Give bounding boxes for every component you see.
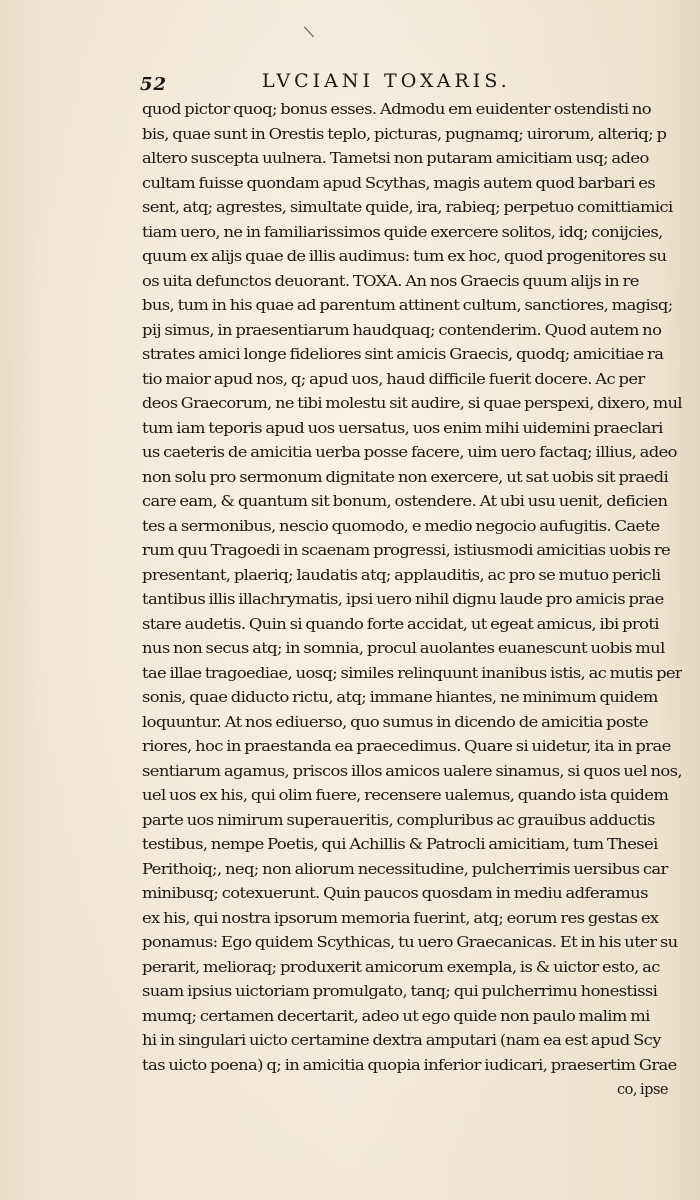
text-line: tes a sermonibus, nescio quomodo, e medio negocio aufugitis. Caete xyxy=(142,517,660,535)
text-line: altero susceptа uulnera. Tametsi non putaram amicitiam usq; adeo xyxy=(142,150,649,167)
text-line: os uita defunctos deuorant. TOXA. An nos Graecis quum alijs in re xyxy=(142,272,639,290)
text-line: sonis, quae diducto rictu, atq; immane hiantes, ne minimum quidem xyxy=(142,689,658,706)
text-line: tae illae tragoediae, uosq; similes relinquunt inanibus istis, ac mutis per xyxy=(142,664,682,682)
text-line: mumq; certamen decertarit, adeo ut ego quide non paulo malim mi xyxy=(142,1007,650,1025)
margin-mark: \ xyxy=(302,21,316,42)
text-line: non solu pro sermonum dignitate non exercere, ut sat uobis sit praedi xyxy=(142,468,669,486)
text-line: quod pictor quoq; bonus esses. Admodu em euidenter ostendisti no xyxy=(142,101,652,118)
text-line: tiam uero, ne in familiarissimos quide exercere solitos, idq; conijcies, xyxy=(142,223,663,241)
text-line: ex his, qui nostra ipsorum memoria fuerint, atq; eorum res gestas ex xyxy=(142,909,659,927)
text-line: uel uos ex his, qui olim fuere, recensere ualemus, quando ista quidem xyxy=(142,787,669,804)
text-line: ponamus: Ego quidem Scythicas, tu uero Graecanicas. Et in his uter su xyxy=(142,934,678,951)
text-line: sentiarum agamus, priscos illos amicos ualere sinamus, si quos uel nos, xyxy=(142,762,682,780)
text-line: us caeteris de amicitia uerba posse facere, uim uero factaq; illius, adeo xyxy=(142,444,677,461)
text-line: minibusq; cotexuerunt. Quin paucos quosdam in mediu adferamus xyxy=(142,885,648,902)
text-line: bis, quae sunt in Orestis teplo, picturas, pugnamq; uirorum, alteriq; p xyxy=(142,125,667,143)
text-line: quum ex alijs quae de illis audimus: tum ex hoc, quod progenitores su xyxy=(142,248,667,265)
body-text xyxy=(142,98,682,1103)
running-head xyxy=(140,70,560,100)
text-line: hi in singulari uicto certamine dextra amputari (nam ea est apud Scy xyxy=(142,1032,661,1049)
running-title: LVCIANI TOXARIS. xyxy=(262,70,511,92)
text-line: riores, hoc in praestanda ea praecedimus. Quare si uidetur, ita in prae xyxy=(142,738,671,755)
text-line: cultam fuisse quondam apud Scythas, magis autem quod barbari es xyxy=(142,174,656,192)
page-number: 52 xyxy=(140,74,168,95)
catchword: co, ipse xyxy=(617,1081,668,1098)
text-line: pij simus, in praesentiarum haudquaq; contenderim. Quod autem no xyxy=(142,321,662,339)
text-line: sent, atq; agrestes, simultate quide, ira, rabieq; perpetuo comittiamici xyxy=(142,199,673,216)
text-line: strates amici longe fideliores sint amicis Graecis, quodq; amicitiae ra xyxy=(142,346,664,363)
text-line: parte uos nimirum superaueritis, compluribus ac grauibus adductis xyxy=(142,811,655,829)
text-line: nus non secus atq; in somnia, procul auolantes euanescunt uobis mul xyxy=(142,640,665,657)
text-line: tantibus illis illachrymatis, ipsi uero nihil dignu laude pro amicis prae xyxy=(142,591,664,608)
text-line: suam ipsius uictoriam promulgato, tanq; qui pulcherrimu honestissi xyxy=(142,983,658,1000)
text-line: tum iam teporis apud uos uersatus, uos enim mihi uidemini praeclari xyxy=(142,419,663,437)
text-line: tas uicto poena) q; in amicitia quopia inferior iudicari, praesertim Grae xyxy=(142,1056,677,1074)
text-line: care eam, & quantum sit bonum, ostendere. At ubi usu uenit, deficien xyxy=(142,493,668,510)
text-line: presentant, plaeriq; laudatis atq; applauditis, ac pro se mutuo pericli xyxy=(142,566,661,584)
text-line: bus, tum in his quae ad parentum attinent cultum, sanctiores, magisq; xyxy=(142,297,673,314)
text-line: tio maior apud nos, q; apud uos, haud difficile fuerit docere. Ac per xyxy=(142,370,645,388)
text-line: perarit, melioraq; produxerit amicorum exempla, is & uictor esto, ac xyxy=(142,958,660,976)
text-line: stare audetis. Quin si quando forte accidat, ut egeat amicus, ibi proti xyxy=(142,615,659,633)
text-line: rum quu Tragoedi in scaenam progressi, istiusmodi amicitias uobis re xyxy=(142,542,671,559)
text-line: Perithoiq;, neq; non aliorum necessitudine, pulcherrimis uersibus car xyxy=(142,860,668,878)
text-line: testibus, nempe Poetis, qui Achillis & Patrocli amicitiam, tum Thesei xyxy=(142,836,658,853)
text-line: loquuntur. At nos ediuerso, quo sumus in dicendo de amicitia poste xyxy=(142,713,648,731)
text-line: deos Graecorum, ne tibi molestu sit audire, si quae perspexi, dixero, mul xyxy=(142,395,682,412)
